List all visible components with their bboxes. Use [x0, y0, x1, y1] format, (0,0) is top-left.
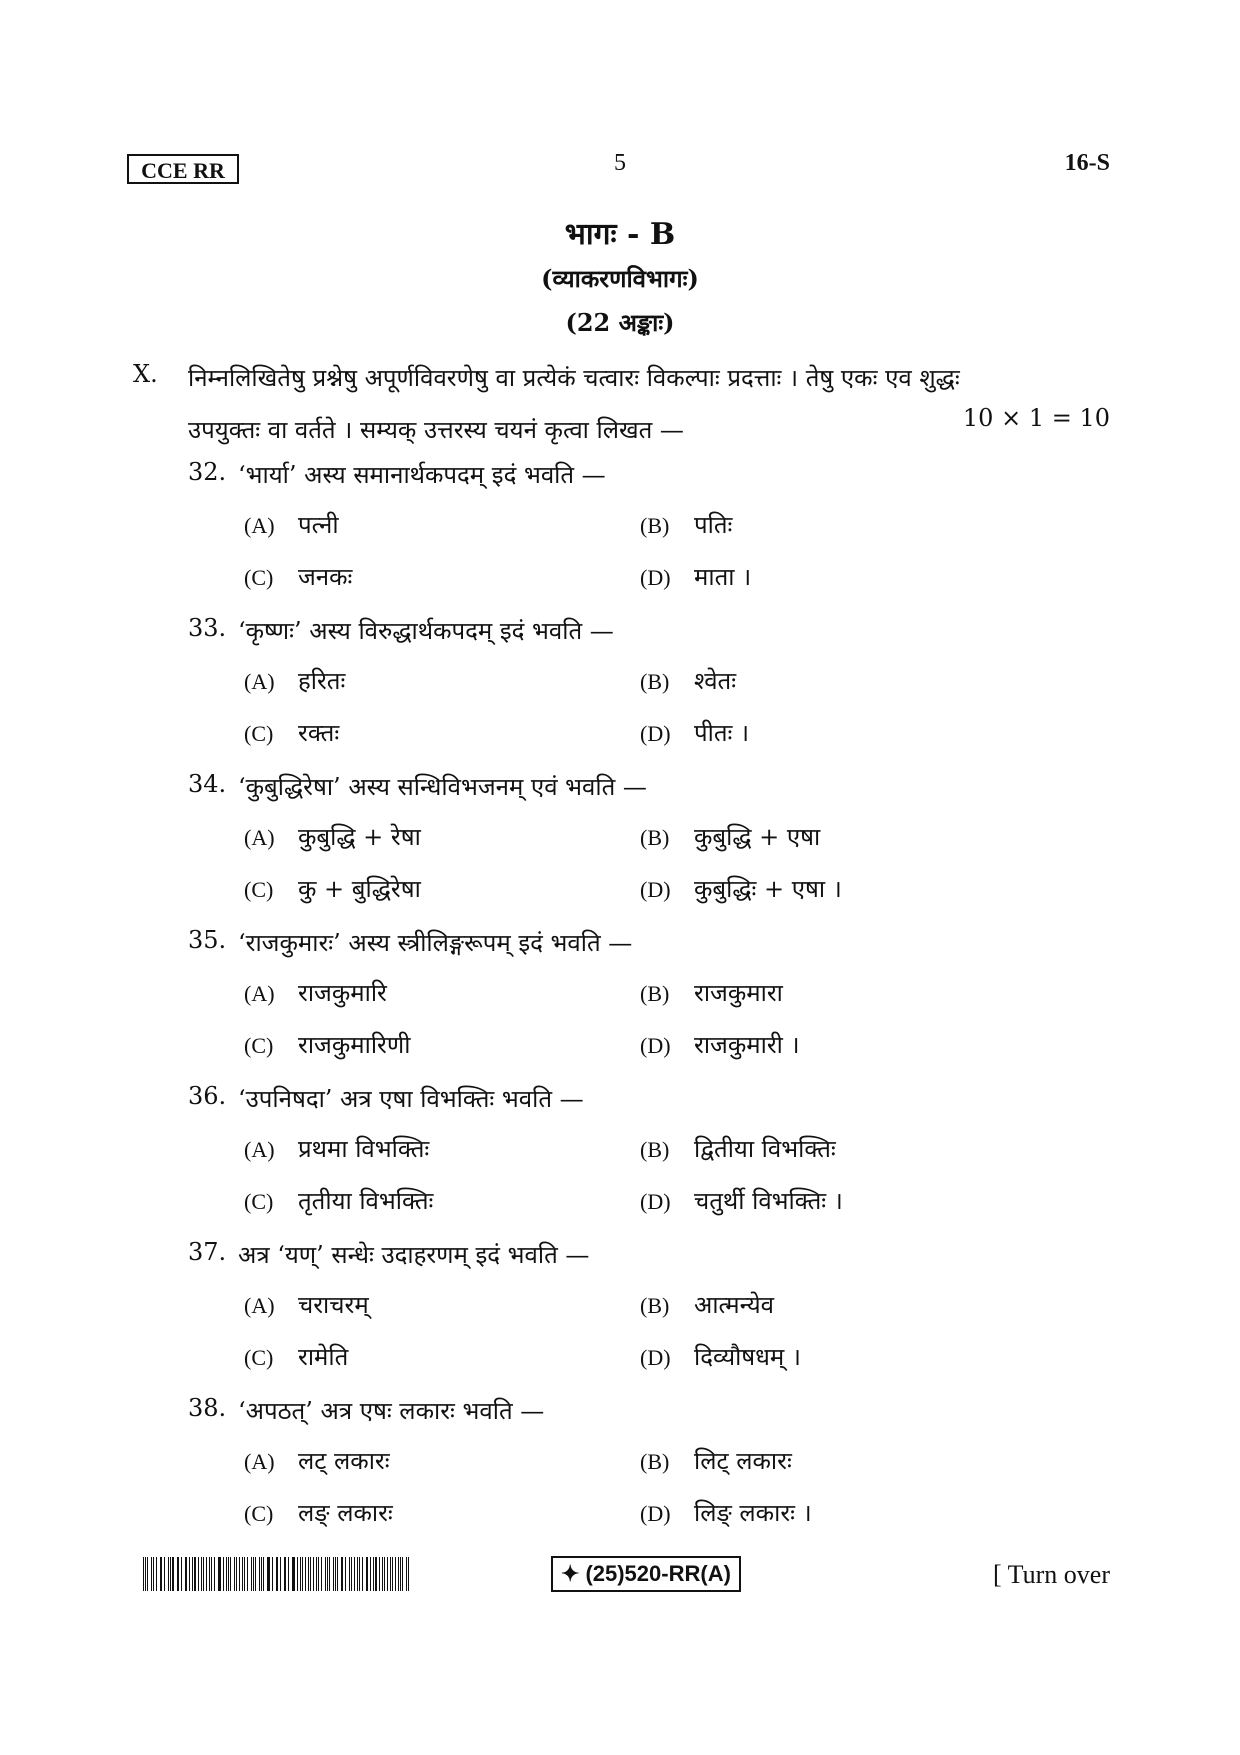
barcode-bar	[239, 1557, 240, 1591]
option-text: रामेति	[298, 1343, 349, 1371]
barcode-bar	[337, 1557, 338, 1591]
barcode-bar	[181, 1557, 182, 1591]
barcode-bar	[351, 1557, 352, 1591]
barcode-bar	[310, 1557, 311, 1591]
barcode-bar	[219, 1557, 221, 1591]
option-key: (C)	[244, 565, 274, 590]
option-b	[640, 508, 732, 541]
barcode-bar	[379, 1557, 380, 1591]
option-a	[244, 1288, 369, 1321]
barcode-bar	[151, 1557, 152, 1591]
turn-over-note: [ Turn over	[992, 1560, 1110, 1589]
barcode-bar	[194, 1557, 196, 1591]
option-key: (D)	[640, 1501, 671, 1526]
barcode-bar	[384, 1557, 385, 1591]
option-b	[640, 664, 736, 697]
option-a	[244, 1444, 390, 1477]
option-key: (B)	[640, 1137, 670, 1162]
barcode-bar	[400, 1557, 401, 1591]
option-key: (D)	[640, 565, 671, 590]
barcode-bar	[316, 1557, 317, 1591]
option-a	[244, 820, 421, 853]
barcode-bar	[143, 1557, 144, 1591]
barcode-bar	[357, 1557, 358, 1591]
question-number: 38.	[188, 1394, 227, 1422]
barcode-bar	[395, 1557, 396, 1591]
barcode-bar	[406, 1557, 407, 1591]
option-key: (C)	[244, 1501, 274, 1526]
barcode-bar	[272, 1557, 273, 1591]
barcode-bar	[293, 1557, 295, 1591]
option-text: चतुर्थी विभक्तिः ।	[694, 1187, 843, 1215]
option-c	[244, 872, 421, 905]
barcode-bar	[341, 1557, 342, 1591]
barcode-bar	[297, 1557, 298, 1591]
barcode-bar	[267, 1557, 268, 1591]
barcode-bar	[329, 1557, 330, 1591]
option-d	[640, 716, 749, 749]
barcode-bar	[236, 1557, 237, 1591]
barcode-bar	[261, 1557, 262, 1591]
option-text: पतिः	[694, 511, 733, 539]
option-key: (C)	[244, 1189, 274, 1214]
option-key: (B)	[640, 825, 670, 850]
option-b	[640, 1132, 836, 1165]
page-number: 5	[614, 150, 626, 176]
barcode-bar	[178, 1557, 179, 1591]
barcode-bar	[185, 1557, 186, 1591]
barcode-bar	[226, 1557, 227, 1591]
option-a	[244, 976, 387, 1009]
question-number: 33.	[188, 614, 227, 642]
barcode-bar	[170, 1557, 171, 1591]
marks-allocation: 10 × 1 = 10	[962, 404, 1110, 432]
barcode-bar	[253, 1557, 254, 1591]
option-key: (B)	[640, 669, 670, 694]
option-c	[244, 716, 339, 749]
option-c	[244, 1340, 348, 1373]
barcode-bar	[276, 1557, 277, 1591]
barcode-bar	[153, 1557, 155, 1591]
question-text: ‘राजकुमारः’ अस्य स्त्रीलिङ्गरूपम् इदं भवति —	[238, 929, 633, 957]
instruction-line-2: उपयुक्तः वा वर्तते । सम्यक् उत्तरस्य चयनं कृत्वा लिखत —	[188, 416, 684, 444]
barcode-bar	[333, 1557, 334, 1591]
option-text: लिट् लकारः	[694, 1447, 792, 1475]
option-d	[640, 1184, 843, 1217]
option-text: कुबुद्धि + रेषा	[298, 823, 421, 851]
option-b	[640, 1288, 774, 1321]
barcode-bar	[325, 1557, 326, 1591]
barcode-bar	[206, 1557, 207, 1591]
barcode-bar	[168, 1557, 169, 1591]
barcode-bar	[234, 1557, 235, 1591]
barcode-bar	[218, 1557, 219, 1591]
option-c	[244, 1184, 433, 1217]
option-key: (A)	[244, 1449, 275, 1474]
question-text: ‘कृष्णः’ अस्य विरुद्धार्थकपदम् इदं भवति —	[238, 617, 614, 645]
question-text: ‘कुबुद्धिरेषा’ अस्य सन्धिविभजनम् एवं भवति —	[238, 773, 647, 801]
option-text: राजकुमारा	[694, 979, 783, 1007]
option-text: पीतः ।	[694, 719, 750, 747]
barcode-bar	[402, 1557, 403, 1591]
option-key: (D)	[640, 1345, 671, 1370]
barcode-bar	[259, 1557, 260, 1591]
paper-code: 16-S	[1064, 150, 1110, 176]
barcode-bar	[186, 1557, 187, 1591]
option-text: श्वेतः	[694, 667, 737, 695]
option-text: द्वितीया विभक्तिः	[694, 1135, 836, 1163]
question-number: 34.	[188, 770, 227, 798]
question-group-label: X.	[133, 360, 158, 388]
option-key: (C)	[244, 721, 274, 746]
barcode-bar	[280, 1557, 281, 1591]
barcode-bar	[223, 1557, 224, 1591]
barcode-bar	[305, 1557, 306, 1591]
question-number: 32.	[188, 458, 227, 486]
barcode-bar	[230, 1557, 231, 1591]
barcode-bar	[177, 1557, 178, 1591]
barcode-bar	[145, 1557, 146, 1591]
barcode-bar	[288, 1557, 289, 1591]
option-text: कुबुद्धि + एषा	[694, 823, 821, 851]
barcode-bar	[147, 1557, 148, 1591]
option-key: (D)	[640, 877, 671, 902]
barcode-bar	[359, 1557, 360, 1591]
barcode-bar	[398, 1557, 399, 1591]
barcode-bar	[373, 1557, 374, 1591]
option-key: (D)	[640, 1033, 671, 1058]
question-number: 36.	[188, 1082, 227, 1110]
option-b	[640, 820, 820, 853]
option-text: माता ।	[694, 563, 752, 591]
option-b	[640, 976, 783, 1009]
barcode-bar	[321, 1557, 322, 1591]
barcode-bar	[362, 1557, 363, 1591]
option-text: रक्तः	[298, 719, 340, 747]
barcode-bar	[292, 1557, 293, 1591]
option-d	[640, 1340, 801, 1373]
option-key: (A)	[244, 825, 275, 850]
barcode-bar	[370, 1557, 371, 1591]
option-c	[244, 560, 352, 593]
barcode-bar	[268, 1557, 270, 1591]
option-a	[244, 664, 345, 697]
barcode-bar	[263, 1557, 264, 1591]
barcode-bar	[277, 1557, 278, 1591]
barcode-bar	[228, 1557, 229, 1591]
barcode-bar	[161, 1557, 162, 1591]
option-text: चराचरम्	[298, 1291, 369, 1319]
barcode	[143, 1557, 411, 1591]
option-text: हरितः	[298, 667, 346, 695]
option-d	[640, 560, 751, 593]
barcode-bar	[211, 1557, 212, 1591]
question-text: अत्र ‘यण्’ सन्धेः उदाहरणम् इदं भवति —	[238, 1241, 590, 1269]
four-point-star-icon: ✦	[561, 1561, 580, 1586]
option-text: कु + बुद्धिरेषा	[298, 875, 421, 903]
option-b	[640, 1444, 792, 1477]
barcode-bar	[251, 1557, 252, 1591]
barcode-bar	[209, 1557, 210, 1591]
option-key: (A)	[244, 669, 275, 694]
option-key: (A)	[244, 1293, 275, 1318]
option-key: (A)	[244, 1137, 275, 1162]
option-d	[640, 1028, 800, 1061]
barcode-bar	[349, 1557, 351, 1591]
option-text: कुबुद्धिः + एषा ।	[694, 875, 842, 903]
option-key: (C)	[244, 877, 274, 902]
barcode-bar	[160, 1557, 161, 1591]
barcode-bar	[335, 1557, 336, 1591]
option-text: दिव्यौषधम् ।	[694, 1343, 802, 1371]
option-text: प्रथमा विभक्तिः	[298, 1135, 430, 1163]
barcode-bar	[201, 1557, 202, 1591]
barcode-bar	[242, 1557, 243, 1591]
option-key: (B)	[640, 1449, 670, 1474]
option-text: जनकः	[298, 563, 353, 591]
barcode-bar	[156, 1557, 157, 1591]
question-text: ‘उपनिषदा’ अत्र एषा विभक्तिः भवति —	[238, 1085, 584, 1113]
barcode-bar	[354, 1557, 355, 1591]
barcode-bar	[164, 1557, 165, 1591]
option-text: लङ् लकारः	[298, 1499, 393, 1527]
option-text: राजकुमारिणी	[298, 1031, 411, 1059]
question-number: 35.	[188, 926, 227, 954]
instruction-line-1: निम्नलिखितेषु प्रश्नेषु अपूर्णविवरणेषु वा प्रत्येकं चत्वारः विकल्पाः प्रदत्ताः । तेषु एकः एव शुद्धः	[188, 364, 960, 392]
barcode-bar	[214, 1557, 215, 1591]
option-text: तृतीया विभक्तिः	[298, 1187, 434, 1215]
barcode-bar	[387, 1557, 388, 1591]
footer-code-box	[551, 1556, 741, 1592]
question-text: ‘भार्या’ अस्य समानार्थकपदम् इदं भवति —	[238, 461, 606, 489]
footer-code: (25)520-RR(A)	[585, 1561, 731, 1586]
option-text: लट् लकारः	[298, 1447, 390, 1475]
barcode-bar	[255, 1557, 256, 1591]
barcode-bar	[382, 1557, 383, 1591]
option-text: आत्मन्येव	[694, 1291, 774, 1319]
section-marks: (22 अङ्काः)	[565, 308, 675, 337]
barcode-bar	[189, 1557, 190, 1591]
barcode-bar	[284, 1557, 285, 1591]
barcode-bar	[375, 1557, 377, 1591]
barcode-bar	[308, 1557, 309, 1591]
option-key: (B)	[640, 1293, 670, 1318]
barcode-bar	[390, 1557, 391, 1591]
option-key: (C)	[244, 1345, 274, 1370]
barcode-bar	[367, 1557, 368, 1591]
barcode-bar	[300, 1557, 301, 1591]
option-key: (A)	[244, 513, 275, 538]
barcode-bar	[172, 1557, 174, 1591]
barcode-bar	[327, 1557, 328, 1591]
option-text: राजकुमारी ।	[694, 1031, 800, 1059]
barcode-bar	[203, 1557, 204, 1591]
barcode-bar	[392, 1557, 393, 1591]
option-key: (D)	[640, 1189, 671, 1214]
option-c	[244, 1028, 410, 1061]
barcode-bar	[285, 1557, 286, 1591]
paper-set-code: CCE RR	[127, 154, 239, 184]
option-key: (C)	[244, 1033, 274, 1058]
barcode-bar	[408, 1557, 410, 1591]
barcode-bar	[302, 1557, 303, 1591]
barcode-bar	[192, 1557, 193, 1591]
option-a	[244, 508, 339, 541]
barcode-bar	[198, 1557, 199, 1591]
part-heading: भागः - B	[564, 217, 676, 252]
option-c	[244, 1496, 393, 1529]
option-text: लिङ् लकारः ।	[694, 1499, 812, 1527]
question-text: ‘अपठत्’ अत्र एषः लकारः भवति —	[238, 1397, 545, 1425]
option-text: राजकुमारि	[298, 979, 387, 1007]
section-name: (व्याकरणविभागः)	[541, 264, 699, 293]
option-key: (B)	[640, 513, 670, 538]
barcode-bar	[244, 1557, 246, 1591]
option-a	[244, 1132, 429, 1165]
barcode-bar	[366, 1557, 367, 1591]
option-text: पत्नी	[298, 511, 339, 539]
option-d	[640, 1496, 812, 1529]
barcode-bar	[313, 1557, 314, 1591]
question-number: 37.	[188, 1238, 227, 1266]
barcode-bar	[318, 1557, 320, 1591]
option-key: (B)	[640, 981, 670, 1006]
barcode-bar	[342, 1557, 343, 1591]
option-d	[640, 872, 842, 905]
option-key: (A)	[244, 981, 275, 1006]
barcode-bar	[345, 1557, 346, 1591]
option-key: (D)	[640, 721, 671, 746]
barcode-bar	[247, 1557, 248, 1591]
